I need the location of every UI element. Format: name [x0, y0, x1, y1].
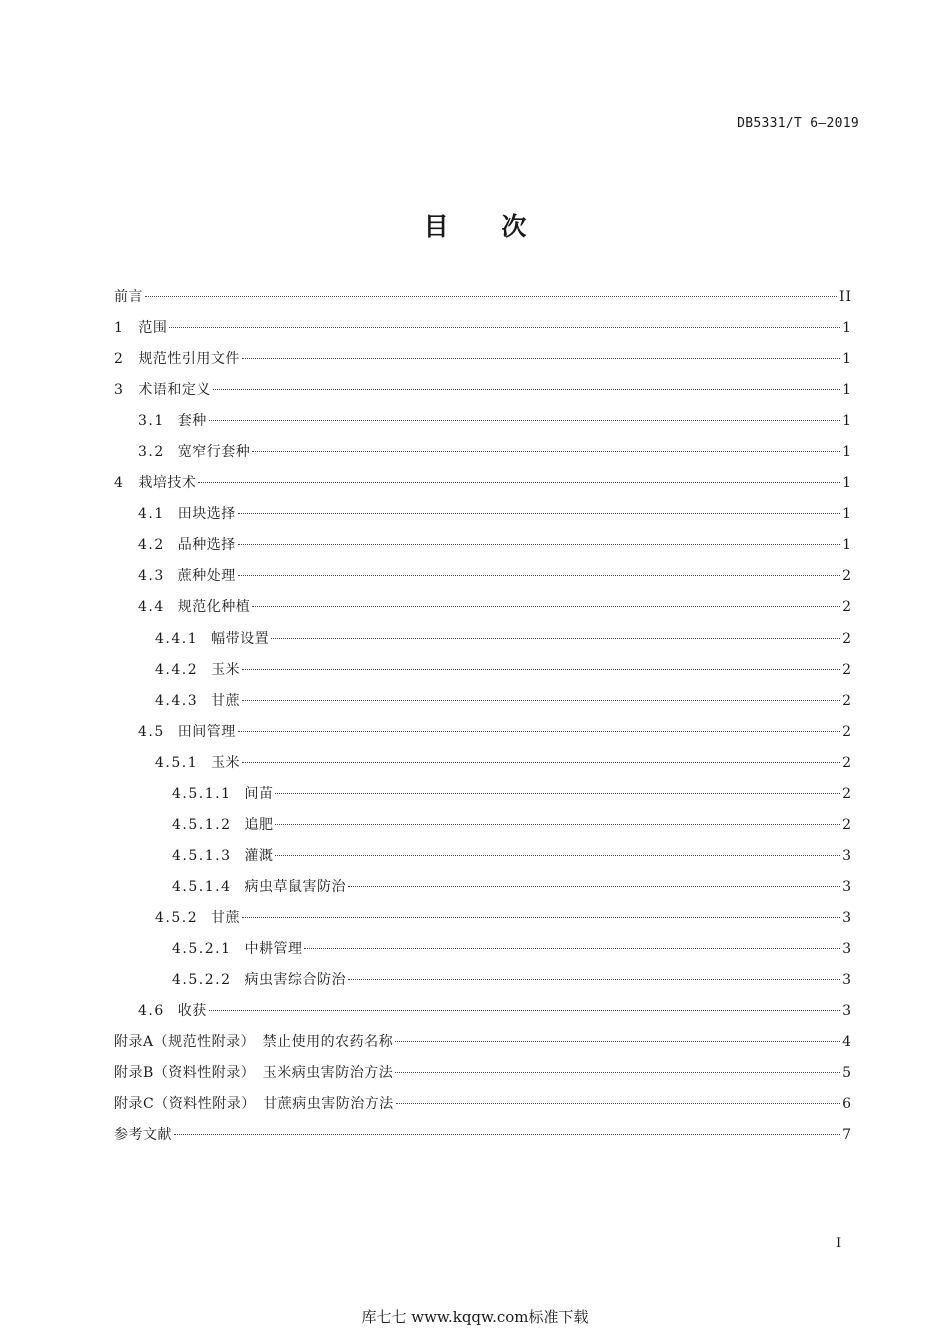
toc-entry-page: 3 [842, 847, 852, 864]
toc-entry[interactable] [114, 406, 852, 437]
toc-entry-number: 4.4.3 [155, 692, 199, 709]
toc-entry[interactable] [114, 561, 852, 592]
toc-entry-label: 术语和定义 [138, 382, 211, 399]
toc-entry-page: 3 [842, 972, 852, 989]
toc-entry-page: 1 [842, 444, 852, 461]
toc-entry[interactable] [114, 1089, 852, 1120]
toc-dot-leader [238, 731, 840, 732]
toc-dot-leader [348, 886, 840, 887]
toc-entry[interactable] [114, 810, 852, 841]
toc-entry[interactable] [114, 1120, 852, 1151]
toc-entry-number: 4.5.1.2 [172, 816, 232, 833]
page-number: I [836, 1236, 842, 1251]
toc-entry[interactable] [114, 499, 852, 530]
toc-entry-page: 1 [842, 475, 852, 492]
toc-dot-leader [396, 1103, 840, 1104]
toc-entry-page: 5 [842, 1065, 852, 1082]
toc-entry-page: 7 [842, 1127, 852, 1144]
toc-dot-leader [145, 296, 837, 297]
toc-entry-page: 1 [842, 382, 852, 399]
toc-entry[interactable] [114, 965, 852, 996]
toc-dot-leader [271, 638, 840, 639]
toc-entry-label: 收获 [177, 1003, 207, 1020]
toc-entry-label: 规范性引用文件 [138, 351, 240, 368]
toc-entry-number: 4.4.2 [155, 661, 199, 678]
toc-entry-page: 1 [842, 320, 852, 337]
toc-entry-page: II [838, 289, 852, 305]
toc-title-char: 次 [501, 212, 527, 241]
toc-entry-page: 2 [842, 785, 852, 802]
toc-entry-number: 4.5.1.4 [172, 878, 232, 895]
toc-dot-leader [395, 1072, 840, 1073]
toc-entry-label: 病虫害综合防治 [244, 972, 346, 989]
toc-dot-leader [348, 979, 840, 980]
toc-entry-label: 前言 [114, 289, 143, 305]
toc-entry-number: 4.6 [138, 1003, 165, 1020]
toc-entry[interactable] [114, 686, 852, 717]
toc-entry-number: 4.5.2.2 [172, 972, 232, 989]
toc-entry-label: 参考文献 [114, 1127, 172, 1144]
toc-dot-leader [242, 762, 840, 763]
toc-entry-number: 3.1 [138, 413, 165, 430]
toc-entry[interactable] [114, 313, 852, 344]
toc-dot-leader [252, 451, 840, 452]
toc-entry-label: 病虫草鼠害防治 [244, 878, 346, 895]
toc-entry-label: 附录C（资料性附录） 甘蔗病虫害防治方法 [114, 1096, 394, 1113]
toc-entry[interactable] [114, 996, 852, 1027]
toc-entry-label: 附录A（规范性附录） 禁止使用的农药名称 [114, 1034, 394, 1051]
toc-dot-leader [242, 669, 840, 670]
toc-entry-page: 3 [842, 940, 852, 957]
toc-entry[interactable] [114, 468, 852, 499]
toc-entry[interactable] [114, 344, 852, 375]
toc-entry-number: 4.5.2.1 [172, 940, 232, 957]
toc-dot-leader [198, 482, 840, 483]
toc-dot-leader [242, 700, 840, 701]
toc-entry-number: 4.5.1 [155, 754, 199, 771]
toc-entry-page: 2 [842, 630, 852, 647]
toc-entry-label: 灌溉 [244, 847, 274, 864]
toc-entry-page: 2 [842, 816, 852, 833]
toc-entry-label: 间苗 [244, 785, 274, 802]
toc-dot-leader [238, 513, 840, 514]
toc-entry-number: 4 [114, 475, 125, 492]
toc-entry-label: 追肥 [244, 816, 274, 833]
toc-entry-page: 3 [842, 878, 852, 895]
toc-title-char: 目 [423, 212, 449, 241]
toc-entry-label: 玉米 [211, 661, 241, 678]
toc-dot-leader [213, 389, 840, 390]
toc-entry-page: 2 [842, 599, 852, 616]
toc-entry-page: 2 [842, 692, 852, 709]
toc-dot-leader [242, 358, 840, 359]
toc-entry[interactable] [114, 872, 852, 903]
toc-entry-number: 4.5.1.3 [172, 847, 232, 864]
toc-entry-page: 3 [842, 909, 852, 926]
toc-entry-number: 4.1 [138, 506, 165, 523]
toc-entry-page: 1 [842, 537, 852, 554]
toc-entry-label: 蔗种处理 [177, 568, 236, 585]
toc-entry-label: 田块选择 [177, 506, 236, 523]
toc-entry[interactable] [114, 592, 852, 623]
toc-entry-page: 4 [842, 1034, 852, 1051]
toc-dot-leader [238, 544, 840, 545]
toc-entry-number: 4.5.2 [155, 909, 199, 926]
toc-entry-number: 4.4 [138, 599, 165, 616]
toc-entry-label: 幅带设置 [211, 630, 270, 647]
toc-entry[interactable] [114, 655, 852, 686]
toc-entry[interactable] [114, 841, 852, 872]
footer-watermark: 库七七 www.kqqw.com标准下载 [361, 1308, 589, 1326]
toc-entry[interactable] [114, 903, 852, 934]
toc-dot-leader [252, 606, 840, 607]
toc-entry-label: 甘蔗 [211, 692, 241, 709]
toc-dot-leader [209, 1010, 840, 1011]
toc-dot-leader [169, 327, 840, 328]
toc-dot-leader [275, 824, 840, 825]
toc-entry-label: 附录B（资料性附录） 玉米病虫害防治方法 [114, 1065, 394, 1082]
toc-entry-page: 2 [842, 661, 852, 678]
toc-entry-number: 4.4.1 [155, 630, 199, 647]
toc-dot-leader [209, 420, 840, 421]
toc-dot-leader [275, 855, 840, 856]
toc-entry-number: 3.2 [138, 444, 165, 461]
toc-entry-label: 宽窄行套种 [177, 444, 251, 461]
toc-entry-page: 2 [842, 568, 852, 585]
toc-entry[interactable] [114, 530, 852, 561]
toc-entry[interactable] [114, 282, 852, 313]
toc-entry[interactable] [114, 437, 852, 468]
toc-entry[interactable] [114, 375, 852, 406]
toc-entry-label: 范围 [138, 320, 168, 337]
toc-dot-leader [304, 948, 840, 949]
toc-entry-label: 玉米 [211, 754, 241, 771]
toc-entry-label: 品种选择 [177, 537, 236, 554]
document-code: DB5331/T 6—2019 [737, 116, 859, 131]
toc-dot-leader [242, 917, 840, 918]
toc-entry-page: 1 [842, 506, 852, 523]
toc-entry-number: 4.5 [138, 723, 165, 740]
toc-entry[interactable] [114, 748, 852, 779]
toc-entry-label: 规范化种植 [177, 599, 251, 616]
toc-entry-page: 2 [842, 723, 852, 740]
toc-entry[interactable] [114, 1027, 852, 1058]
toc-entry[interactable] [114, 717, 852, 748]
toc-entry-label: 套种 [177, 413, 207, 430]
toc-entry-page: 1 [842, 413, 852, 430]
toc-dot-leader [174, 1134, 840, 1135]
toc-entry-number: 3 [114, 382, 125, 399]
toc-entry[interactable] [114, 779, 852, 810]
table-of-contents [114, 282, 852, 1151]
toc-entry-label: 栽培技术 [138, 475, 197, 492]
toc-entry[interactable] [114, 934, 852, 965]
toc-entry-number: 4.3 [138, 568, 165, 585]
toc-entry-number: 4.5.1.1 [172, 785, 232, 802]
toc-entry-label: 甘蔗 [211, 909, 241, 926]
toc-entry-number: 2 [114, 351, 125, 368]
toc-entry-page: 3 [842, 1003, 852, 1020]
toc-entry-label: 田间管理 [177, 723, 236, 740]
toc-entry-page: 2 [842, 754, 852, 771]
toc-dot-leader [238, 575, 840, 576]
toc-title [0, 207, 950, 243]
toc-entry-page: 1 [842, 351, 852, 368]
toc-entry[interactable] [114, 624, 852, 655]
toc-dot-leader [395, 1041, 840, 1042]
toc-entry-number: 4.2 [138, 537, 165, 554]
toc-entry-page: 6 [842, 1096, 852, 1113]
toc-entry-label: 中耕管理 [244, 940, 303, 957]
toc-entry[interactable] [114, 1058, 852, 1089]
toc-dot-leader [275, 793, 840, 794]
toc-entry-number: 1 [114, 320, 125, 337]
